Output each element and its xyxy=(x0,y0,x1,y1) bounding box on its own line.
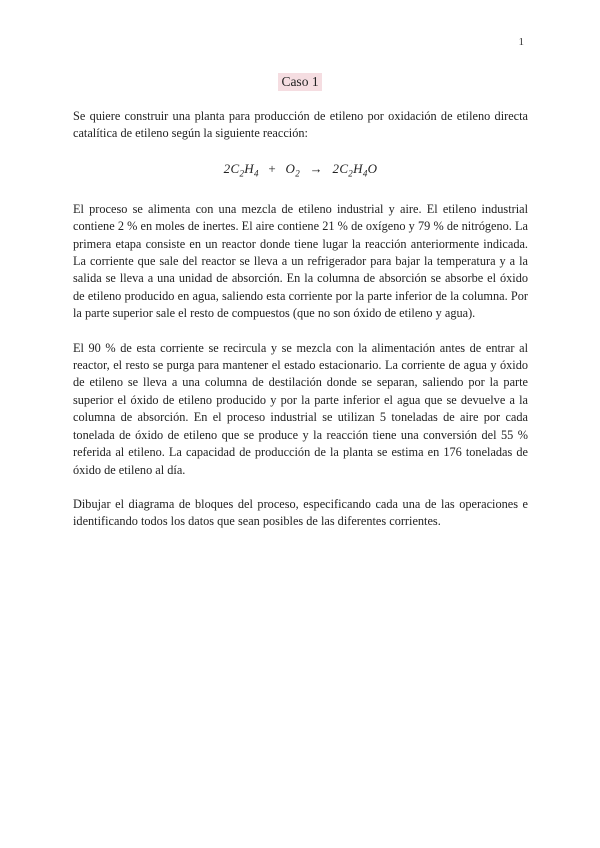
product-ethylene-oxide: $2C_2H_4O$ xyxy=(332,160,378,179)
arrow-sign: → xyxy=(309,160,323,176)
document-title-container xyxy=(0,73,600,91)
paragraph-task: Dibujar el diagrama de bloques del proceso, especificando cada una de las operaciones e identificando todos los datos que sean posibles de las diferentes corrientes. xyxy=(73,496,528,529)
reaction-equation xyxy=(73,160,528,183)
document-title: Caso 1 xyxy=(278,73,321,91)
paragraph-recycle-description: El 90 % de esta corriente se recircula y se mezcla con la alimentación antes de entrar al reactor, el resto se purga para mantener el estado estacionario. La corriente de agua y óxido de etileno se lleva a una columna de destilación donde se separan, saliendo por la parte superior el óxido de etileno producido y por la parte inferior el agua que se devuelve a la columna de absorción. En el proceso industrial se utilizan 5 toneladas de aire por cada tonelada de óxido de etileno que se produce y la reacción tiene una conversión del 55 % referida al etileno. La capacidad de producción de la planta se estima en 176 toneladas de óxido de etileno al día. xyxy=(73,340,528,477)
reactant-ethylene: $2C_2H_4$ xyxy=(223,160,259,179)
page-number: 1 xyxy=(518,36,524,48)
reactant-oxygen: $O_2$ xyxy=(285,160,301,179)
paragraph-process-description: El proceso se alimenta con una mezcla de etileno industrial y aire. El etileno industrial contiene 2 % en moles de inertes. El aire contiene 21 % de oxígeno y 79 % de nitrógeno. La primera etapa consiste en un reactor donde tiene lugar la reacción anteriormente indicada. La corriente que sale del reactor se lleva a un refrigerador para bajar la temperatura y a la salida se lleva a una unidad de absorción. En la columna de absorción se absorbe el óxido de etileno producido en agua, saliendo esta corriente por la parte inferior de la columna. Por la parte superior sale el resto de compuestos (que no son óxido de etileno y agua). xyxy=(73,201,528,321)
plus-sign: + xyxy=(268,160,276,176)
document-body xyxy=(73,108,528,531)
intro-paragraph: Se quiere construir una planta para producción de etileno por oxidación de etileno directa catalítica de etileno según la siguiente reacción: xyxy=(73,109,528,141)
